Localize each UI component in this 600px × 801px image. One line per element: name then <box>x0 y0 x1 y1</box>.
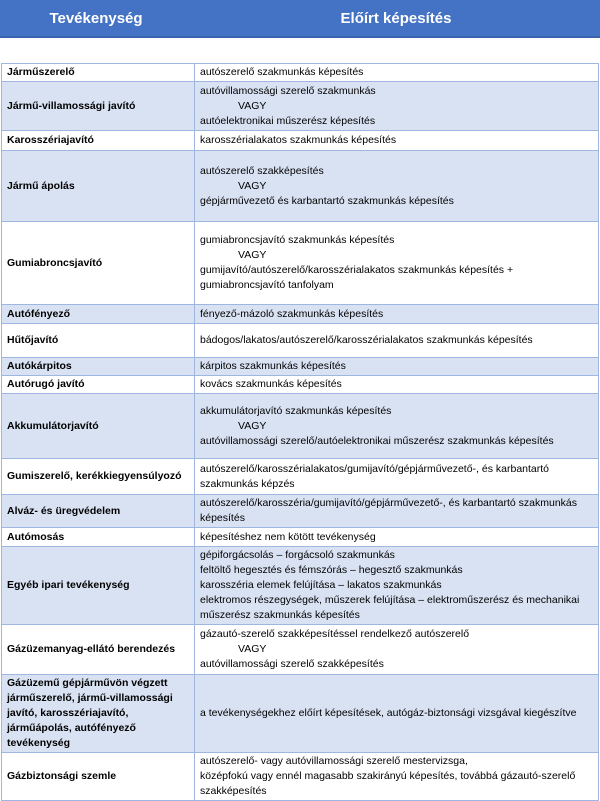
activity-cell: Alváz- és üregvédelem <box>2 495 195 528</box>
table-row <box>2 394 599 459</box>
qualification-line: autószerelő- vagy autóvillamossági szerelő mestervizsga, <box>200 755 468 767</box>
qualification-cell <box>195 625 599 675</box>
qualification-line: középfokú vagy ennél magasabb szakirányú képesítés, továbbá gázautó-szerelő szakképesítés <box>200 770 576 797</box>
qualification-cell <box>195 547 599 625</box>
table-row <box>2 753 599 801</box>
table-row <box>2 625 599 675</box>
activity-cell: Autórugó javító <box>2 376 195 394</box>
qualification-cell <box>195 324 599 358</box>
qualification-cell <box>195 82 599 131</box>
table-row <box>2 324 599 358</box>
qualification-line: autószerelő szakmunkás képesítés <box>200 66 364 78</box>
qualification-line: gumiabroncsjavító tanfolyam <box>200 279 334 291</box>
qualification-line: kovács szakmunkás képesítés <box>200 378 342 390</box>
qualification-cell <box>195 376 599 394</box>
qualification-cell <box>195 459 599 495</box>
activity-cell: Autófényező <box>2 305 195 324</box>
qualification-line: bádogos/lakatos/autószerelő/karosszérialakatos szakmunkás képesítés <box>200 334 533 346</box>
table-row <box>2 131 599 151</box>
qualification-line: autóvillamossági szerelő/autóelektronikai műszerész szakmunkás képesítés <box>200 434 554 447</box>
qualification-cell <box>195 64 599 82</box>
qualification-line: képesítéshez nem kötött tevékenység <box>200 530 376 543</box>
table-header <box>0 0 600 38</box>
activity-cell: Hűtőjavító <box>2 324 195 358</box>
table-body <box>2 64 599 801</box>
table-row <box>2 151 599 222</box>
table-row <box>2 459 599 495</box>
qualification-cell <box>195 675 599 753</box>
header-qualification: Előírt képesítés <box>340 9 452 27</box>
qualification-line: karosszéria elemek felújítása – lakatos szakmunkás <box>200 579 442 591</box>
activity-cell: Jármű ápolás <box>2 151 195 222</box>
table-row <box>2 547 599 625</box>
qualification-line: kárpitos szakmunkás képesítés <box>200 360 346 372</box>
qualification-line: autószerelő/karosszérialakatos/gumijavító/gépjárművezető-, és karbantartó szakmunkás képzés <box>200 462 550 490</box>
qualification-cell <box>195 528 599 547</box>
table-row <box>2 376 599 394</box>
qualification-table <box>1 63 599 801</box>
qualification-line: autószerelő szakképesítés <box>200 164 324 177</box>
activity-cell: Autómosás <box>2 528 195 547</box>
or-separator: VAGY <box>238 643 267 655</box>
qualification-line: gázautó-szerelő szakképesítéssel rendelkező autószerelő <box>200 628 470 640</box>
table-row <box>2 675 599 753</box>
qualification-cell <box>195 222 599 305</box>
qualification-cell <box>195 495 599 528</box>
table-row <box>2 495 599 528</box>
qualification-line: gépjárművezető és karbantartó szakmunkás képesítés <box>200 194 454 207</box>
qualification-line: elektromos részegységek, műszerek felújítása – elektroműszerész és mechanikai műszerész szakmunkás képesítés <box>200 594 580 621</box>
activity-cell: Gumiabroncsjavító <box>2 222 195 305</box>
table-row <box>2 222 599 305</box>
or-separator: VAGY <box>238 99 267 112</box>
table-row <box>2 82 599 131</box>
activity-cell: Gumiszerelő, kerékkiegyensúlyozó <box>2 459 195 495</box>
qualification-line: gumijavító/autószerelő/karosszérialakatos szakmunkás képesítés + <box>200 264 514 276</box>
qualification-cell <box>195 753 599 801</box>
activity-cell: Jármű-villamossági javító <box>2 82 195 131</box>
header-activity: Tevékenység <box>49 9 143 27</box>
qualification-cell <box>195 358 599 376</box>
table-row <box>2 528 599 547</box>
or-separator: VAGY <box>238 249 267 261</box>
qualification-line: a tevékenységekhez előírt képesítések, autógáz-biztonsági vizsgával kiegészítve <box>200 707 577 719</box>
table-row <box>2 64 599 82</box>
table-row <box>2 305 599 324</box>
or-separator: VAGY <box>238 419 267 432</box>
qualification-cell <box>195 394 599 459</box>
table-row <box>2 358 599 376</box>
qualification-line: akkumulátorjavító szakmunkás képesítés <box>200 404 392 417</box>
qualification-line: feltöltő hegesztés és fémszórás – hegesztő szakmunkás <box>200 564 463 576</box>
activity-cell: Gázbiztonsági szemle <box>2 753 195 801</box>
activity-cell: Karosszériajavító <box>2 131 195 151</box>
activity-cell: Akkumulátorjavító <box>2 394 195 459</box>
qualification-line: gumiabroncsjavító szakmunkás képesítés <box>200 234 395 246</box>
activity-cell: Gázüzemanyag-ellátó berendezés <box>2 625 195 675</box>
qualification-cell <box>195 151 599 222</box>
qualification-cell <box>195 131 599 151</box>
activity-cell: Autókárpitos <box>2 358 195 376</box>
qualification-line: gépiforgácsolás – forgácsoló szakmunkás <box>200 549 395 561</box>
qualification-line: karosszérialakatos szakmunkás képesítés <box>200 134 397 146</box>
qualification-cell <box>195 305 599 324</box>
qualification-line: autószerelő/karosszéria/gumijavító/gépjárművezető-, és karbantartó szakmunkás képesítés <box>200 497 578 524</box>
activity-cell: Járműszerelő <box>2 64 195 82</box>
qualification-line: autóvillamossági szerelő szakmunkás <box>200 84 376 97</box>
qualification-line: autóelektronikai műszerész képesítés <box>200 114 376 127</box>
activity-cell: Gázüzemű gépjárművön végzett járműszerelő, jármű-villamossági javító, karosszériajavító, járműápolás, autófényező tevékenység <box>2 675 195 753</box>
qualification-line: fényező-mázoló szakmunkás képesítés <box>200 307 384 320</box>
activity-cell: Egyéb ipari tevékenység <box>2 547 195 625</box>
qualification-line: autóvillamossági szerelő szakképesítés <box>200 658 384 670</box>
or-separator: VAGY <box>238 179 267 192</box>
